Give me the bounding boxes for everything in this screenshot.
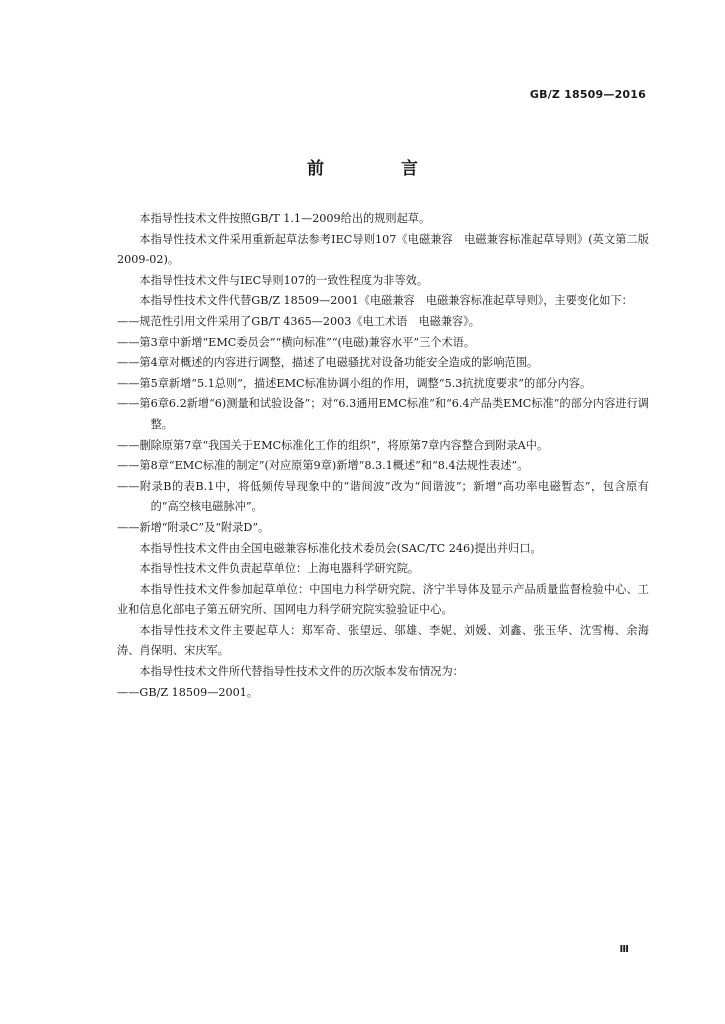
paragraph: 本指导性技术文件主要起草人：郑军奇、张望远、邬雄、李妮、刘媛、刘鑫、张玉华、沈雪梅、余海涛、肖保明、宋庆军。	[117, 623, 649, 658]
paragraph: 本指导性技术文件按照GB/T 1.1—2009给出的规则起草。	[139, 212, 431, 225]
paragraph: 本指导性技术文件参加起草单位：中国电力科学研究院、济宁半导体及显示产品质量监督检验中心、工业和信息化部电子第五研究所、国网电力科学研究院实验验证中心。	[117, 582, 649, 617]
paragraph: 本指导性技术文件代替GB/Z 18509—2001《电磁兼容 电磁兼容标准起草导则》，主要变化如下：	[139, 294, 633, 308]
page-title: 前 言	[307, 159, 448, 179]
paragraph: 本指导性技术文件负责起草单位：上海电器科学研究院。	[139, 562, 420, 576]
change-item: ——第3章中新增“EMC委员会”“横向标准”“(电磁)兼容水平”三个术语。	[117, 335, 476, 349]
history-item: ——GB/Z 18509—2001。	[117, 685, 259, 699]
standard-number: GB/Z 18509—2016	[529, 88, 646, 101]
change-item: ——第5章新增“5.1总则”，描述EMC标准协调小组的作用，调整“5.3抗扰度要求”的部分内容。	[117, 376, 592, 390]
paragraph: 本指导性技术文件由全国电磁兼容标准化技术委员会(SAC/TC 246)提出并归口。	[139, 541, 542, 555]
paragraph: 本指导性技术文件与IEC导则107的一致性程度为非等效。	[139, 273, 429, 287]
change-item: ——规范性引用文件采用了GB/T 4365—2003《电工术语 电磁兼容》。	[117, 314, 480, 328]
paragraph: 本指导性技术文件采用重新起草法参考IEC导则107《电磁兼容 电磁兼容标准起草导则》(英文第二版 2009-02)。	[117, 232, 661, 267]
change-item: ——第8章“EMC标准的制定”(对应原第9章)新增“8.3.1概述”和“8.4法规性表述”。	[117, 459, 529, 473]
change-item: ——第6章6.2新增“6)测量和试验设备”；对“6.3通用EMC标准”和“6.4产品类EMC标准”的部分内容进行调整。	[117, 397, 649, 431]
change-item: ——删除原第7章“我国关于EMC标准化工作的组织”，将原第7章内容整合到附录A中。	[117, 438, 549, 452]
change-item: ——附录B的表B.1中，将低频传导现象中的“谐间波”改为“间谐波”；新增“高功率电磁暂态”，包含原有的“高空核电磁脉冲”。	[117, 479, 649, 514]
change-item: ——新增“附录C”及“附录D”。	[117, 520, 270, 534]
paragraph: 本指导性技术文件所代替指导性技术文件的历次版本发布情况为：	[139, 665, 464, 679]
page-number: Ⅲ	[619, 944, 629, 955]
change-item: ——第4章对概述的内容进行调整，描述了电磁骚扰对设备功能安全造成的影响范围。	[117, 356, 539, 370]
document-body	[117, 209, 661, 703]
